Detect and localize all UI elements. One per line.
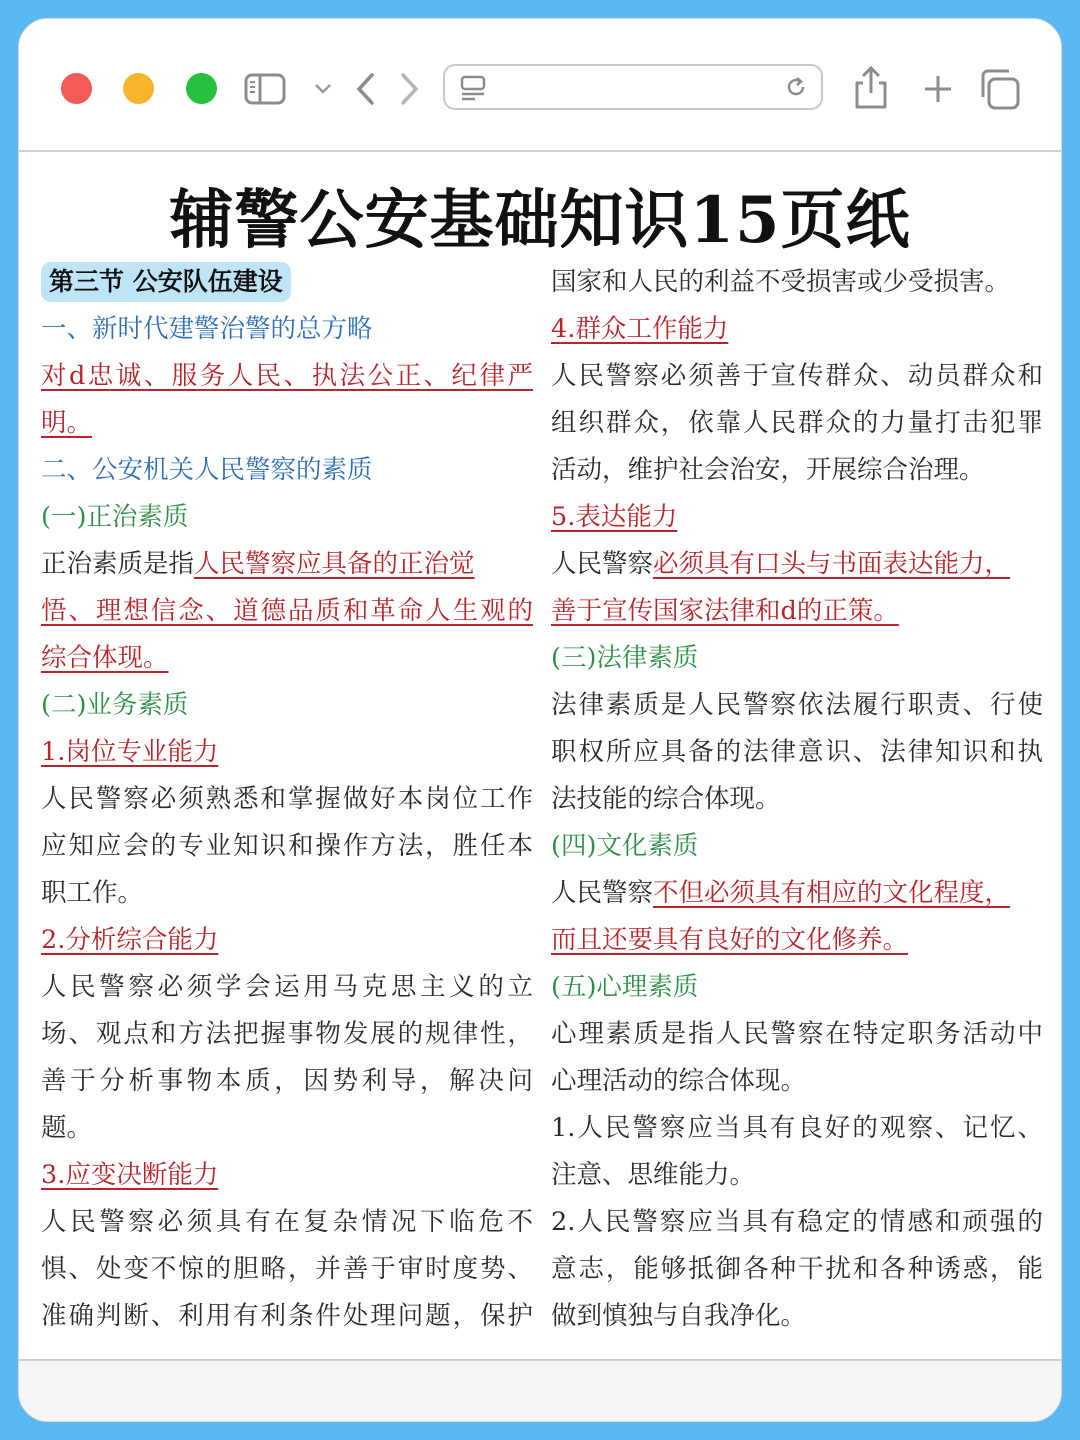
line-text: 人民警察必须具有在复杂情况下临危不	[41, 1207, 533, 1237]
text-line	[41, 1199, 533, 1246]
line-text: 人民警察必须学会运用马克思主义的立	[41, 972, 533, 1002]
text-line	[41, 306, 533, 353]
text-line	[551, 1152, 1043, 1199]
text-line	[551, 400, 1043, 447]
underlined-text: 人民警察应具备的正治觉	[194, 549, 475, 579]
subheading: (二)业务素质	[41, 690, 189, 720]
line-text: 做到慎独与自我净化。	[551, 1301, 807, 1331]
text-line	[41, 588, 533, 635]
text-line	[41, 353, 533, 400]
page-title: 辅警公安基础知识15页纸	[169, 183, 911, 258]
text-line	[41, 917, 533, 964]
line-text: 人民警察	[551, 878, 654, 908]
section-badge: 第三节 公安队伍建设	[41, 262, 291, 302]
subheading: (一)正治素质	[41, 502, 189, 532]
close-button[interactable]	[61, 73, 92, 104]
underlined-text: 4.群众工作能力	[551, 314, 729, 344]
underlined-text: 明。	[41, 408, 93, 438]
text-line	[41, 447, 533, 494]
subheading: 二、公安机关人民警察的素质	[41, 455, 373, 485]
text-line	[41, 729, 533, 776]
text-line	[551, 1011, 1043, 1058]
maximize-button[interactable]	[186, 73, 217, 104]
address-bar[interactable]	[443, 64, 823, 110]
site-icon	[459, 74, 487, 102]
line-text: 场、观点和方法把握事物发展的规律性，	[41, 1019, 533, 1049]
underlined-text: 对d忠诚、服务人民、执法公正、纪律严	[41, 361, 533, 391]
plus-icon[interactable]	[922, 73, 954, 105]
tabs-icon[interactable]	[977, 67, 1021, 111]
browser-toolbar	[19, 19, 1061, 152]
line-text: 组织群众，依靠人民群众的力量打击犯罪	[551, 408, 1043, 438]
text-line	[551, 823, 1043, 870]
subheading: (三)法律素质	[551, 643, 699, 673]
text-line	[551, 306, 1043, 353]
underlined-text: 2.分析综合能力	[41, 925, 219, 955]
underlined-text: 悟、理想信念、道德品质和革命人生观的	[41, 596, 533, 626]
line-text: 心理活动的综合体现。	[551, 1066, 807, 1096]
right-column	[551, 259, 1043, 1340]
text-line	[41, 776, 533, 823]
underlined-text: 必须具有口头与书面表达能力，	[653, 549, 1011, 579]
text-line	[551, 1058, 1043, 1105]
text-line	[551, 1105, 1043, 1152]
text-line	[551, 964, 1043, 1011]
line-text: 法律素质是人民警察依法履行职责、行使	[551, 690, 1043, 720]
left-column	[41, 259, 533, 1340]
text-line	[551, 776, 1043, 823]
subheading: 一、新时代建警治警的总方略	[41, 314, 373, 344]
line-text: 意志，能够抵御各种干扰和各种诱惑，能	[551, 1254, 1043, 1284]
bottom-bar	[19, 1359, 1061, 1421]
text-line	[551, 541, 1043, 588]
text-line	[41, 1152, 533, 1199]
text-line	[41, 1058, 533, 1105]
subheading: (四)文化素质	[551, 831, 699, 861]
share-icon[interactable]	[849, 65, 893, 111]
text-line	[41, 1293, 533, 1340]
line-text: 人民警察必须熟悉和掌握做好本岗位工作	[41, 784, 533, 814]
line-text: 应知应会的专业知识和操作方法，胜任本	[41, 831, 533, 861]
underlined-text: 5.表达能力	[551, 502, 678, 532]
text-line	[41, 682, 533, 729]
underlined-text: 善于宣传国家法律和d的正策。	[551, 596, 899, 626]
text-line	[551, 870, 1043, 917]
text-line	[41, 541, 533, 588]
forward-icon[interactable]	[397, 71, 421, 107]
line-text: 惧、处变不惊的胆略，并善于审时度势、	[41, 1254, 533, 1284]
text-line	[551, 682, 1043, 729]
line-text: 职工作。	[41, 878, 144, 908]
text-line	[551, 1246, 1043, 1293]
minimize-button[interactable]	[123, 73, 154, 104]
line-text: 人民警察必须善于宣传群众、动员群众和	[551, 361, 1043, 391]
text-line	[551, 353, 1043, 400]
line-text: 职权所应具备的法律意识、法律知识和执	[551, 737, 1043, 767]
reload-icon[interactable]	[783, 74, 809, 100]
text-line	[551, 447, 1043, 494]
text-line	[41, 870, 533, 917]
text-line	[551, 1199, 1043, 1246]
line-text: 活动，维护社会治安，开展综合治理。	[551, 455, 985, 485]
line-text: 准确判断、利用有利条件处理问题，保护	[41, 1301, 533, 1331]
text-line	[551, 917, 1043, 964]
line-text: 1.人民警察应当具有良好的观察、记忆、	[551, 1113, 1043, 1143]
line-text: 题。	[41, 1113, 93, 1143]
text-line	[41, 400, 533, 447]
text-line	[41, 964, 533, 1011]
text-line	[551, 1293, 1043, 1340]
subheading: (五)心理素质	[551, 972, 699, 1002]
line-text: 正治素质是指	[41, 549, 195, 579]
chevron-down-icon[interactable]	[312, 77, 334, 99]
underlined-text: 3.应变决断能力	[41, 1160, 219, 1190]
underlined-text: 综合体现。	[41, 643, 169, 673]
back-icon[interactable]	[354, 71, 378, 107]
text-line	[551, 588, 1043, 635]
text-line	[41, 1105, 533, 1152]
text-line	[41, 1246, 533, 1293]
underlined-text: 而且还要具有良好的文化修养。	[551, 925, 909, 955]
text-line	[41, 635, 533, 682]
line-text: 心理素质是指人民警察在特定职务活动中	[551, 1019, 1043, 1049]
line-text: 法技能的综合体现。	[551, 784, 781, 814]
text-line	[551, 494, 1043, 541]
line-text: 人民警察	[551, 549, 654, 579]
text-line	[41, 494, 533, 541]
underlined-text: 1.岗位专业能力	[41, 737, 219, 767]
line-text: 善于分析事物本质，因势利导，解决问	[41, 1066, 533, 1096]
underlined-text: 不但必须具有相应的文化程度，	[653, 878, 1011, 908]
sidebar-icon[interactable]	[244, 73, 286, 105]
line-text: 注意、思维能力。	[551, 1160, 756, 1190]
text-line	[41, 1011, 533, 1058]
section-heading	[41, 259, 533, 306]
text-line	[41, 823, 533, 870]
line-text: 2.人民警察应当具有稳定的情感和顽强的	[551, 1207, 1043, 1237]
text-line	[551, 635, 1043, 682]
line-text: 国家和人民的利益不受损害或少受损害。	[551, 267, 1011, 297]
text-line	[551, 259, 1043, 306]
browser-window	[18, 18, 1062, 1422]
text-line	[551, 729, 1043, 776]
